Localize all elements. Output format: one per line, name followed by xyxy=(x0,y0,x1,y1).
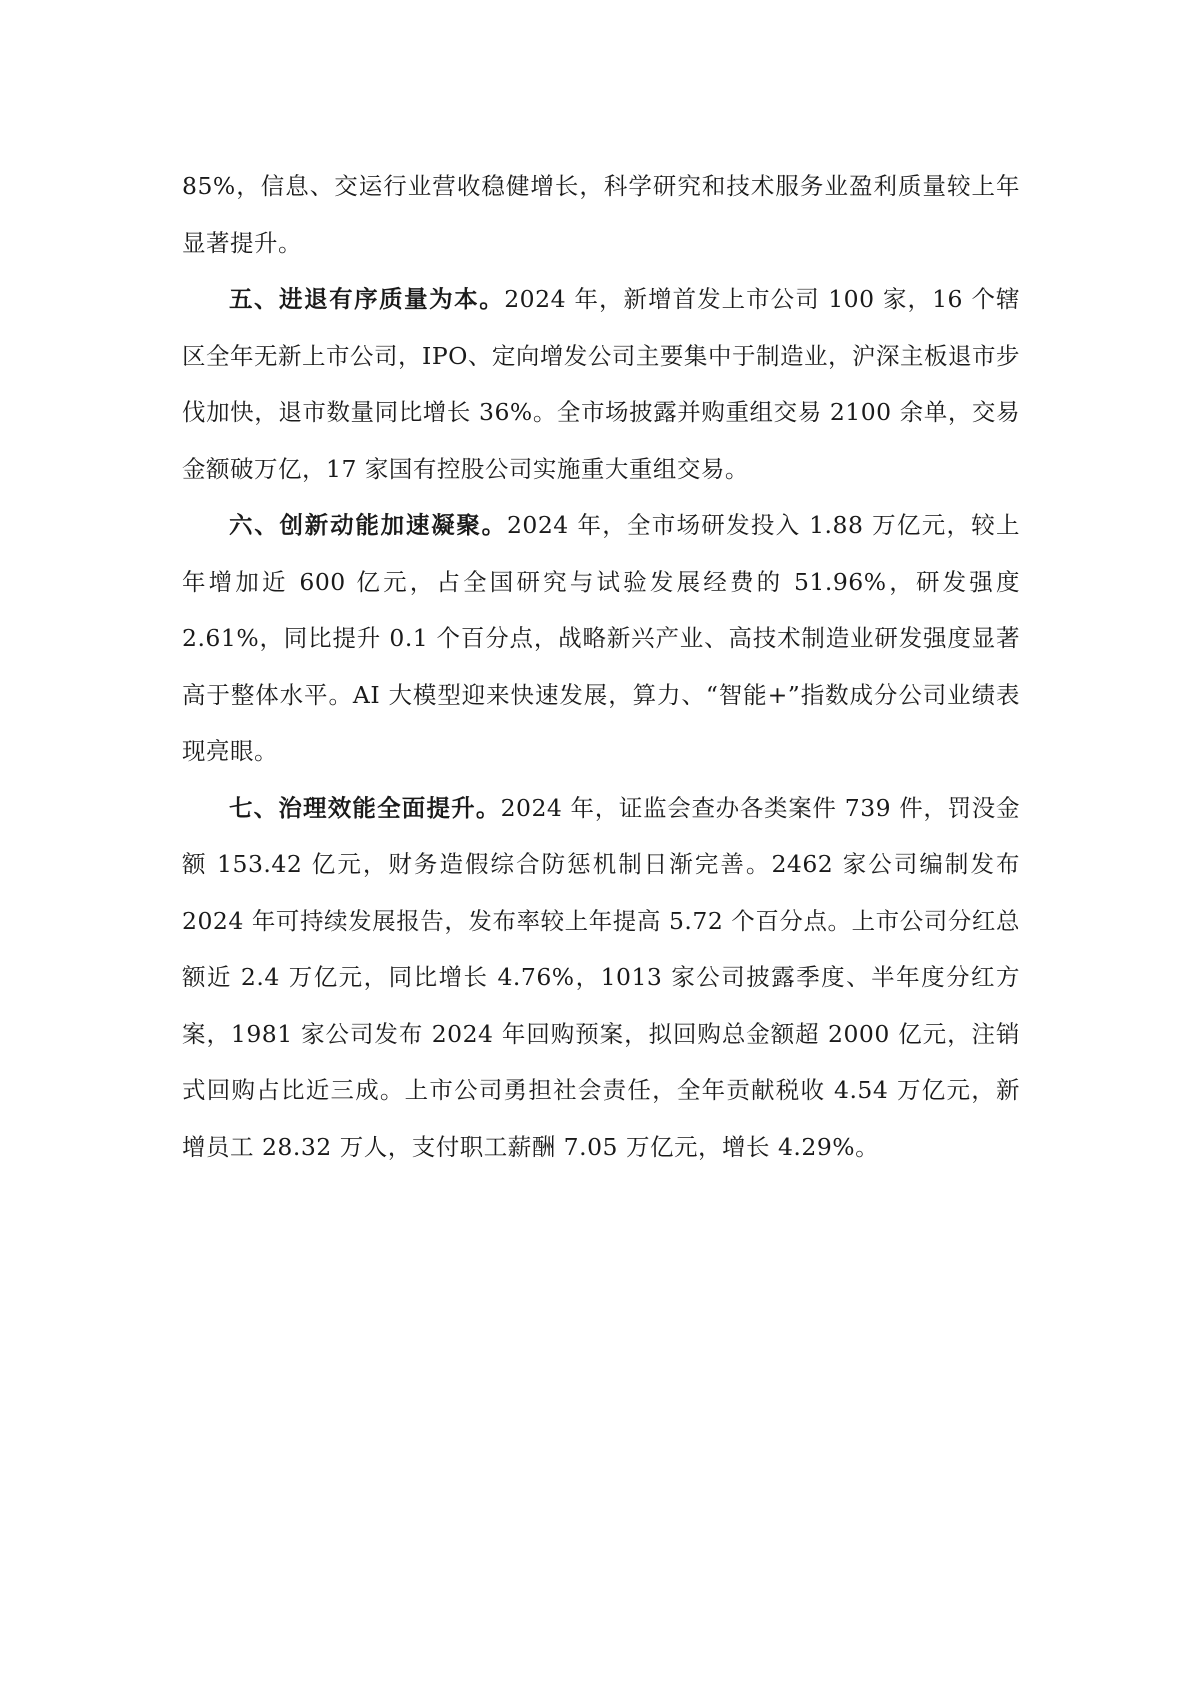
paragraph-text: 2024 年，证监会查办各类案件 739 件，罚没金额 153.42 亿元，财务造假综合防惩机制日渐完善。2462 家公司编制发布 2024 年可持续发展报告，发布率较上年提高 5.72 个百分点。上市公司分红总额近 2.4 万亿元，同比增长 4.76%，1013 家公司披露季度、半年度分红方案，1981 家公司发布 2024 年回购预案，拟回购总金额超 2000 亿元，注销式回购占比近三成。上市公司勇担社会责任，全年贡献税收 4.54 万亿元，新增员工 28.32 万人，支付职工薪酬 7.05 万亿元，增长 4.29%。 xyxy=(182,793,1020,1161)
paragraph-section-5 xyxy=(182,271,1020,497)
section-heading: 七、治理效能全面提升。 xyxy=(229,793,501,822)
document-page xyxy=(182,158,1020,1175)
paragraph-text: 2024 年，全市场研发投入 1.88 万亿元，较上年增加近 600 亿元，占全国研究与试验发展经费的 51.96%，研发强度 2.61%，同比提升 0.1 个百分点，战略新兴产业、高技术制造业研发强度显著高于整体水平。AI 大模型迎来快速发展，算力、“智能+”指数成分公司业绩表现亮眼。 xyxy=(182,511,1021,765)
paragraph-section-7 xyxy=(182,780,1020,1176)
paragraph-section-6 xyxy=(182,497,1020,780)
section-heading: 五、进退有序质量为本。 xyxy=(229,285,505,313)
paragraph-text: 2024 年，新增首发上市公司 100 家，16 个辖区全年无新上市公司，IPO、定向增发公司主要集中于制造业，沪深主板退市步伐加快，退市数量同比增长 36%。全市场披露并购重组交易 2100 余单，交易金额破万亿，17 家国有控股公司实施重大重组交易。 xyxy=(182,285,1020,483)
paragraph-text: 85%，信息、交运行业营收稳健增长，科学研究和技术服务业盈利质量较上年显著提升。 xyxy=(182,172,1020,257)
section-heading: 六、创新动能加速凝聚。 xyxy=(229,511,507,539)
paragraph-continuation xyxy=(182,158,1020,271)
